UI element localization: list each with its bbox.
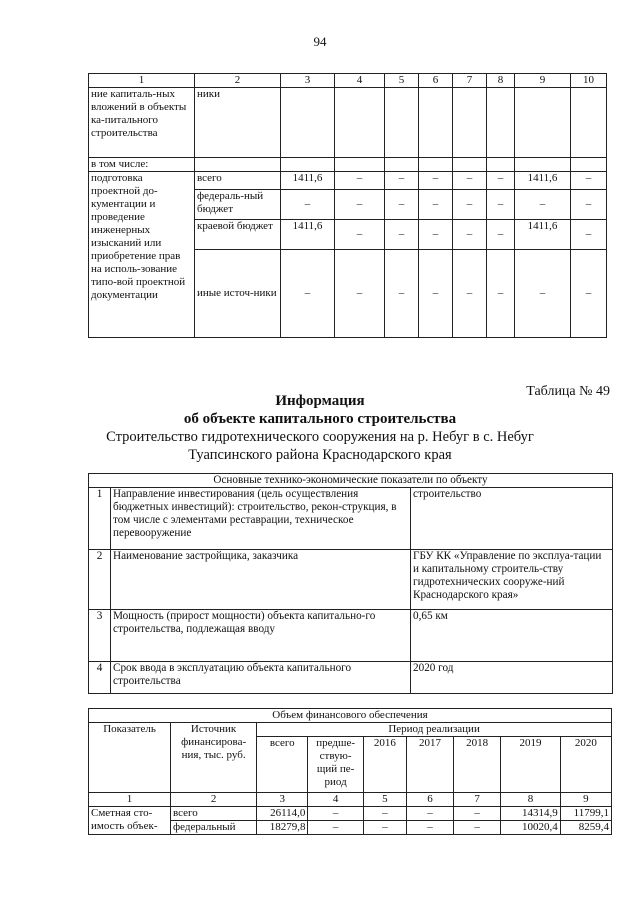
indicator-cell: ние капиталь-ных вложений в объекты ка-питального строительства <box>89 88 195 158</box>
financing-volume-table <box>88 708 612 835</box>
value-cell: – <box>363 821 406 835</box>
source-cell: федераль-ный бюджет <box>195 190 281 220</box>
value-cell: – <box>385 220 419 250</box>
row-label: Мощность (прирост мощности) объекта капитально-го строительства, подлежащая вводу <box>111 610 411 662</box>
indicators-table-header: Основные технико-экономические показатели по объекту <box>89 474 613 488</box>
column-number-row <box>89 793 612 807</box>
value-cell: – <box>487 190 515 220</box>
period-header: Период реализации <box>257 723 612 737</box>
year-column-header: 2018 <box>454 737 501 793</box>
col-number: 8 <box>501 793 560 807</box>
row-label: Направление инвестирования (цель осуществления бюджетных инвестиций): строительство, рекон-струкция, в том числе с элементами реставрации, техническое перевооружение <box>111 488 411 550</box>
table-row <box>89 488 613 550</box>
value-cell: 26114,0 <box>257 807 308 821</box>
value-cell: – <box>385 190 419 220</box>
value-cell: – <box>281 250 335 338</box>
value-cell: – <box>571 172 607 190</box>
source-cell: краевой бюджет <box>195 220 281 250</box>
indicator-column-header: Показатель <box>89 723 171 793</box>
row-number: 4 <box>89 662 111 694</box>
table-row <box>89 807 612 821</box>
column-number-row <box>89 74 607 88</box>
row-number: 1 <box>89 488 111 550</box>
table-row <box>89 172 607 190</box>
col-number: 3 <box>281 74 335 88</box>
value-cell: – <box>454 807 501 821</box>
source-cell: ники <box>195 88 281 158</box>
including-label: в том числе: <box>89 158 195 172</box>
row-value: ГБУ КК «Управление по эксплуа-тации и капитальному строитель-ству гидротехнических сооруже-ний Краснодарского края» <box>411 550 613 610</box>
row-value: 0,65 км <box>411 610 613 662</box>
value-cell: – <box>487 250 515 338</box>
value-cell: 1411,6 <box>515 172 571 190</box>
value-cell: – <box>419 220 453 250</box>
value-cell: – <box>515 250 571 338</box>
value-cell: – <box>454 821 501 835</box>
value-cell: 1411,6 <box>281 220 335 250</box>
col-number: 9 <box>560 793 611 807</box>
value-cell: – <box>453 172 487 190</box>
value-cell: – <box>335 190 385 220</box>
col-number: 7 <box>454 793 501 807</box>
page-number: 94 <box>313 34 327 49</box>
value-cell: – <box>571 220 607 250</box>
value-cell: – <box>335 172 385 190</box>
source-cell: всего <box>195 172 281 190</box>
col-number: 4 <box>335 74 385 88</box>
value-cell: – <box>419 250 453 338</box>
col-number: 2 <box>171 793 257 807</box>
financing-table-continuation <box>88 73 607 338</box>
row-value: 2020 год <box>411 662 613 694</box>
row-value: строительство <box>411 488 613 550</box>
col-number: 4 <box>308 793 363 807</box>
year-column-header: 2016 <box>363 737 406 793</box>
value-cell: – <box>571 190 607 220</box>
financing-volume-header: Объем финансового обеспечения <box>89 709 612 723</box>
value-cell: – <box>363 807 406 821</box>
value-cell: – <box>419 190 453 220</box>
value-cell: – <box>419 172 453 190</box>
row-label: Наименование застройщика, заказчика <box>111 550 411 610</box>
value-cell: – <box>308 821 363 835</box>
value-cell: – <box>515 190 571 220</box>
table-row <box>89 88 607 158</box>
col-number: 3 <box>257 793 308 807</box>
source-cell: иные источ-ники <box>195 250 281 338</box>
value-cell: 11799,1 <box>560 807 611 821</box>
value-cell: – <box>453 190 487 220</box>
value-cell: – <box>335 250 385 338</box>
col-number: 6 <box>419 74 453 88</box>
value-cell: 1411,6 <box>281 172 335 190</box>
total-column-header: всего <box>257 737 308 793</box>
value-cell: – <box>453 220 487 250</box>
value-cell: – <box>385 250 419 338</box>
source-cell: всего <box>171 807 257 821</box>
value-cell: – <box>487 220 515 250</box>
year-column-header: 2017 <box>406 737 453 793</box>
heading-title: Информация <box>275 393 365 409</box>
value-cell: 1411,6 <box>515 220 571 250</box>
table-row <box>89 610 613 662</box>
row-number: 3 <box>89 610 111 662</box>
indicators-table <box>88 473 613 694</box>
heading-object-location: Туапсинского района Краснодарского края <box>188 447 452 463</box>
table-row <box>89 662 613 694</box>
col-number: 8 <box>487 74 515 88</box>
value-cell: 8259,4 <box>560 821 611 835</box>
col-number: 1 <box>89 793 171 807</box>
subject-cell: подготовка проектной до-кументации и проведение инженерных изысканий или приобретение прав на исполь-зование типо-вой проектной документации <box>89 172 195 338</box>
value-cell: – <box>335 220 385 250</box>
year-column-header: 2019 <box>501 737 560 793</box>
row-number: 2 <box>89 550 111 610</box>
col-number: 7 <box>453 74 487 88</box>
year-column-header: 2020 <box>560 737 611 793</box>
table-label: Таблица № 49 <box>526 384 610 399</box>
value-cell: – <box>571 250 607 338</box>
row-label: Срок ввода в эксплуатацию объекта капитального строительства <box>111 662 411 694</box>
source-cell: федеральный <box>171 821 257 835</box>
value-cell: – <box>406 807 453 821</box>
value-cell: – <box>308 807 363 821</box>
value-cell: – <box>487 172 515 190</box>
col-number: 10 <box>571 74 607 88</box>
previous-period-column-header: предше-ствую-щий пе-риод <box>308 737 363 793</box>
col-number: 1 <box>89 74 195 88</box>
table-row <box>89 158 607 172</box>
source-column-header: Источник финансирова-ния, тыс. руб. <box>171 723 257 793</box>
value-cell: – <box>281 190 335 220</box>
col-number: 5 <box>363 793 406 807</box>
col-number: 2 <box>195 74 281 88</box>
heading-object-name: Строительство гидротехнического сооружения на р. Небуг в с. Небуг <box>106 429 534 445</box>
table-row <box>89 550 613 610</box>
col-number: 6 <box>406 793 453 807</box>
value-cell: – <box>406 821 453 835</box>
value-cell: 10020,4 <box>501 821 560 835</box>
indicator-cell: Сметная сто-имость объек- <box>89 807 171 835</box>
col-number: 5 <box>385 74 419 88</box>
value-cell: – <box>453 250 487 338</box>
col-number: 9 <box>515 74 571 88</box>
heading-subtitle: об объекте капитального строительства <box>183 411 457 427</box>
value-cell: 14314,9 <box>501 807 560 821</box>
value-cell: 18279,8 <box>257 821 308 835</box>
value-cell: – <box>385 172 419 190</box>
